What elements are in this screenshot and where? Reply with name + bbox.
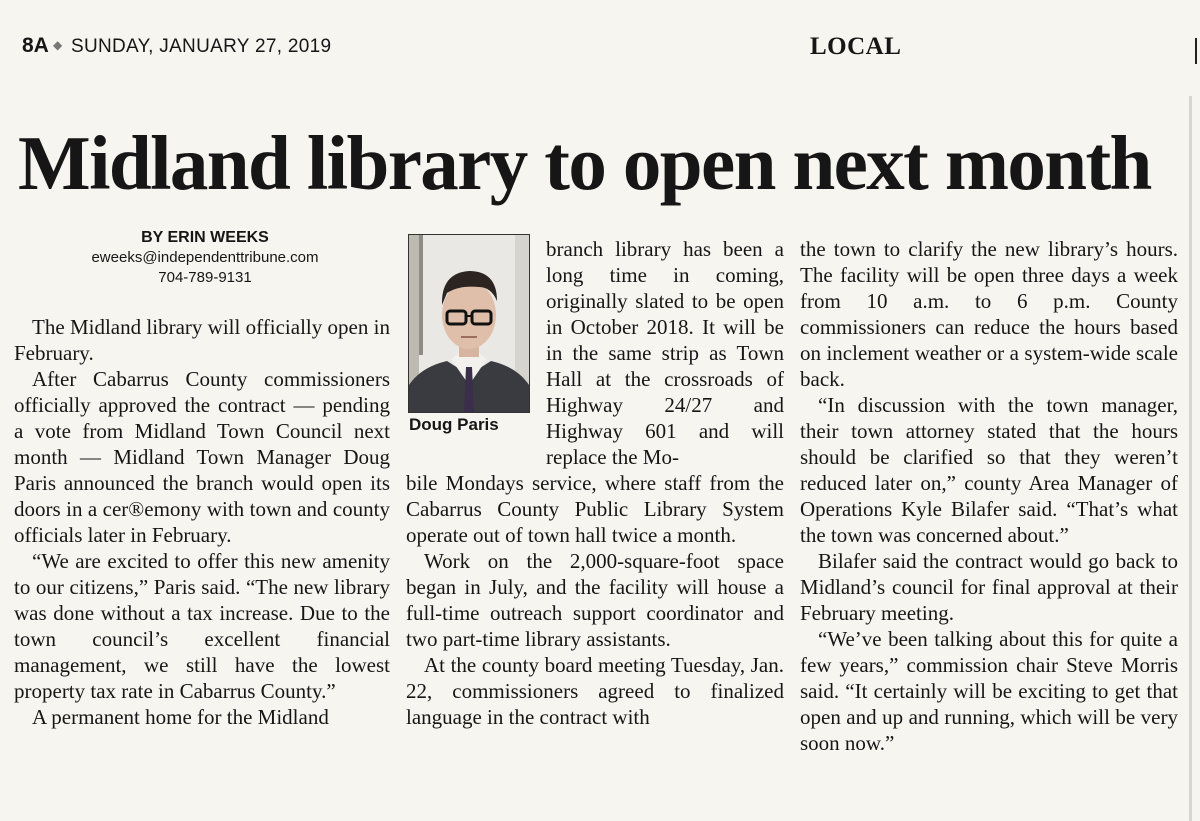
article-column-2 — [406, 470, 784, 730]
paragraph: After Cabarrus County commissioners officially approved the contract — pending a vote from Midland Town Council next month — Midland Town Manager Doug Paris announced the branch would open its doors in a cer®emony with town and county officials later in February. — [14, 367, 390, 547]
paragraph: Bilafer said the contract would go back to Midland’s council for final approval at their February meeting. — [800, 549, 1178, 625]
paragraph: “In discussion with the town manager, their town attorney stated that the hours should be clarified so that they weren’t reduced later on,” county Area Manager of Operations Kyle Bilafer said. “That’s what the town was concerned about.” — [800, 393, 1178, 547]
byline — [20, 228, 390, 288]
article-column-2-top — [546, 236, 784, 470]
paragraph: the town to clarify the new library’s hours. The facility will be open three days a week from 10 a.m. to 6 p.m. County commissioners can reduce the hours based on inclement weather or a system-wide scale back. — [800, 237, 1178, 391]
edge-rule — [1195, 38, 1197, 64]
photo-caption: Doug Paris — [409, 415, 499, 434]
paragraph: Work on the 2,000-square-foot space began in July, and the facility will house a full-time outreach support coordinator and two part-time library assistants. — [406, 549, 784, 651]
headshot-photo — [408, 234, 530, 413]
paragraph: “We are excited to offer this new amenity to our citizens,” Paris said. “The new library was done without a tax increase. Due to the town council’s excellent financial management, we still have the lowest property tax rate in Cabarrus County.” — [14, 549, 390, 703]
section-label: LOCAL — [810, 33, 902, 60]
paragraph: bile Mondays service, where staff from the Cabarrus County Public Library System operate out of town hall twice a month. — [406, 471, 784, 547]
byline-email: eweeks@independenttribune.com — [91, 249, 319, 266]
article-column-3 — [800, 236, 1178, 756]
article-column-1 — [14, 314, 390, 730]
paragraph: At the county board meeting Tuesday, Jan. 22, commissioners agreed to finalized language in the contract with — [406, 653, 784, 729]
paragraph: A permanent home for the Midland — [32, 705, 329, 729]
byline-author: BY ERIN WEEKS — [141, 229, 269, 246]
page-edge-shadow — [1189, 96, 1192, 821]
byline-phone: 704-789-9131 — [158, 269, 252, 286]
paragraph: “We’ve been talking about this for quite a few years,” commission chair Steve Morris said. “It certainly will be exciting to get that open and up and running, which will be very soon now.” — [800, 627, 1178, 755]
paragraph: branch library has been a long time in coming, originally slated to be open in October 2018. It will be in the same strip as Town Hall at the crossroads of Highway 24/27 and Highway 601 and will replace the Mo- — [546, 237, 784, 469]
headline: Midland library to open next month — [18, 120, 1151, 206]
page-number: 8A — [22, 34, 49, 57]
page-header — [0, 0, 1200, 70]
diamond-icon: ◆ — [53, 38, 63, 52]
issue-date: SUNDAY, JANUARY 27, 2019 — [71, 36, 332, 57]
paragraph: The Midland library will officially open in February. — [14, 315, 390, 365]
portrait-image — [409, 235, 529, 412]
